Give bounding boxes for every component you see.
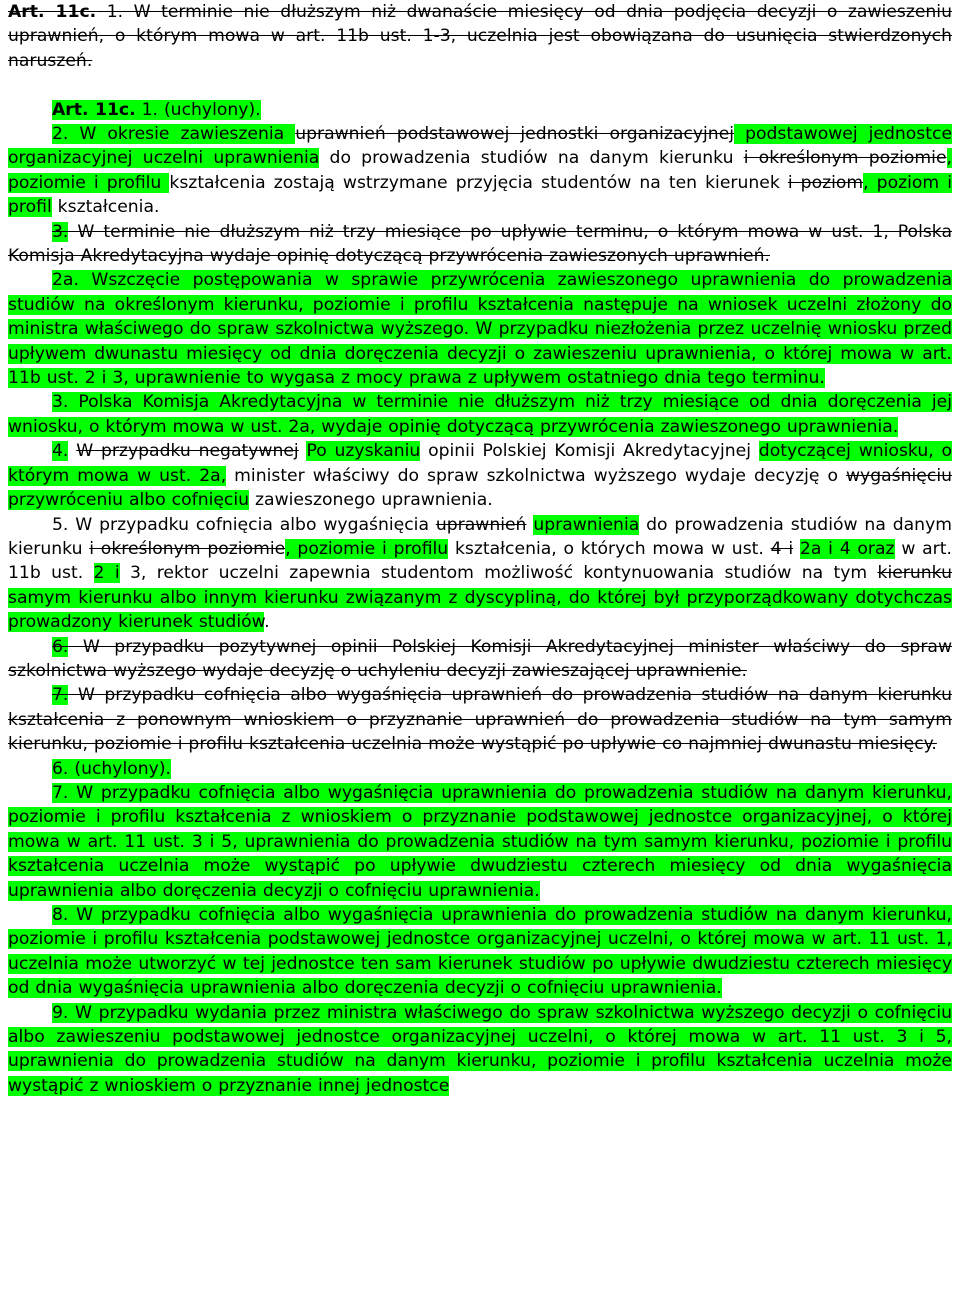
deleted-text: i poziom: [787, 172, 864, 193]
inserted-text: , poziomie i profilu: [285, 538, 449, 559]
deleted-text: wygaśnięciu: [846, 465, 952, 486]
paragraph-number: 4.: [52, 441, 69, 462]
inserted-text: 2. W okresie zawieszenia: [52, 124, 296, 145]
inserted-text: podstawowej jednostce organizacyjnej uczelni uprawnienia: [8, 124, 953, 169]
document-page: [8, 0, 952, 1098]
inserted-text: 2a i 4 oraz: [799, 538, 895, 559]
deleted-text: i określonym poziomie: [743, 148, 947, 169]
deleted-text: W przypadku pozytywnej opinii Polskiej Komisji Akredytacyjnej minister właściwy do spraw szkolnictwa wyższego wydaje decyzję o uchyleniu decyzji zawieszającej uprawnienie.: [8, 636, 952, 681]
art-11c-paragraph-8: [8, 903, 952, 1001]
deleted-text: 4 i: [770, 538, 794, 559]
inserted-text: samym kierunku albo innym kierunku związanym z dyscypliną, do której był przyporządkowany dotychczas prowadzony kierunek studiów: [8, 587, 952, 633]
body-text: do prowadzenia studiów na danym kierunku: [8, 514, 952, 559]
art-11c-old-paragraph-7: [8, 683, 952, 756]
inserted-text: przywróceniu albo cofnięciu: [8, 490, 250, 511]
inserted-text: 2 i: [93, 563, 120, 584]
body-text: w art. 11b ust.: [8, 538, 952, 584]
art-11c-paragraph-2: [8, 122, 952, 220]
inserted-text: 2a. Wszczęcie postępowania w sprawie przywrócenia zawieszonego uprawnienia do prowadzenia studiów na określonym kierunku, poziomie i profilu kształcenia następuje na wniosek uczelni złożony do ministra właściwego do spraw szkolnictwa wyższego. W przypadku niezłożenia przez uczelnię wniosku przed upływem dwunastu miesięcy od dnia doręczenia decyzji o zawieszeniu uprawnienia, o której mowa w art. 11b ust. 2 i 3, uprawnienie to wygasa z mocy prawa z upływem ostatniego dnia tego terminu.: [8, 270, 952, 389]
inserted-text: 7. W przypadku cofnięcia albo wygaśnięcia uprawnienia do prowadzenia studiów na danym kierunku, poziomie i profilu kształcenia z wnioskiem o przyznanie podstawowej jednostce organizacyjnej, o której mowa w art. 11 ust. 3 i 5, uprawnienia do prowadzenia studiów na tym samym kierunku, poziomie i profilu kształcenia uczelnia może wystąpić po upływie dwudziestu czterech miesięcy od dnia wygaśnięcia uprawnienia albo doręczenia decyzji o cofnięciu uprawnienia.: [8, 782, 952, 901]
deleted-text: i określonym poziomie: [89, 538, 286, 559]
inserted-text: Po uzyskaniu: [306, 441, 421, 462]
inserted-text: , poziomie i profilu: [8, 148, 952, 193]
body-text: 3, rektor uczelni zapewnia studentom możliwość kontynuowania studiów na tym: [119, 563, 878, 584]
paragraph-number: 3.: [52, 221, 69, 242]
deleted-text: W przypadku cofnięcia albo wygaśnięcia uprawnień do prowadzenia studiów na danym kierunku kształcenia z ponownym wnioskiem o przyznanie uprawnień do prowadzenia studiów na tym samym kierunku, poziomie i profilu kształcenia uczelnia może wystąpić po upływie co najmniej dwunastu miesięcy.: [8, 685, 952, 755]
inserted-text: 8. W przypadku cofnięcia albo wygaśnięcia uprawnienia do prowadzenia studiów na danym kierunku, poziomie i profilu kształcenia podstawowej jednostce organizacyjnej uczelni, o której mowa w art. 11 ust. 1, uczelnia może utworzyć w tej jednostce ten sam kierunek studiów po upływie dwudziestu czterech miesięcy od dnia wygaśnięcia uprawnienia albo doręczenia decyzji o cofnięciu uprawnienia.: [8, 905, 952, 999]
inserted-text: 1. (uchylony).: [135, 99, 261, 120]
article-heading: Art. 11c.: [8, 2, 97, 22]
deleted-text: uprawnień: [435, 514, 527, 535]
art-11c-old-paragraph-3: [8, 220, 952, 269]
body-text: kształcenia, o których mowa w ust.: [448, 538, 771, 559]
body-text: zawieszonego uprawnienia.: [249, 490, 493, 511]
article-heading: Art. 11c.: [52, 99, 136, 120]
inserted-text: uprawnienia: [533, 514, 640, 535]
art-11c-old-paragraph-6: [8, 635, 952, 684]
art-11c-paragraph-2a: [8, 268, 952, 390]
inserted-text: 9. W przypadku wydania przez ministra właściwego do spraw szkolnictwa wyższego decyzji o cofnięciu albo zawieszeniu podstawowej jednostce organizacyjnej uczelni, o której mowa w art. 11 ust. 3 i 5, uprawnienia do prowadzenia studiów na danym kierunku, poziomie i profilu kształcenia uczelnia może wystąpić z wnioskiem o przyznanie innej jednostce: [8, 1002, 952, 1096]
body-text: 5. W przypadku cofnięcia albo wygaśnięcia: [52, 514, 436, 535]
body-text: do prowadzenia studiów na danym kierunku: [319, 148, 744, 169]
art-11c-paragraph-3: [8, 390, 952, 439]
art-11c-old-paragraph-1: [8, 0, 952, 73]
deleted-text: kierunku: [877, 563, 952, 584]
deleted-text: W przypadku negatywnej: [76, 441, 299, 462]
art-11c-paragraph-6: [8, 757, 952, 781]
art-11c-paragraph-4: [8, 439, 952, 512]
body-text: minister właściwy do spraw szkolnictwa wyższego wydaje decyzję o: [226, 465, 846, 486]
paragraph-number: 6.: [52, 636, 69, 657]
body-text: kształcenia.: [51, 197, 160, 218]
deleted-text: W terminie nie dłuższym niż trzy miesiące po upływie terminu, o którym mowa w ust. 1, Polska Komisja Akredytacyjna wydaje opinię dotyczącą przywrócenia zawieszonych uprawnień.: [8, 221, 952, 267]
body-text: .: [264, 612, 270, 633]
art-11c-paragraph-9: [8, 1001, 952, 1099]
inserted-text: dotyczącej wniosku, o którym mowa w ust. 2a,: [8, 441, 952, 486]
art-11c-paragraph-5: [8, 513, 952, 635]
deleted-text: uprawnień podstawowej jednostki organizacyjnej: [295, 124, 735, 145]
inserted-text: , poziom i profil: [8, 172, 952, 218]
paragraph-number: 7.: [52, 685, 69, 706]
body-text: kształcenia zostają wstrzymane przyjęcia studentów na ten kierunek: [169, 172, 788, 193]
art-11c-paragraph-7: [8, 781, 952, 903]
spacer: [8, 73, 952, 97]
inserted-text: 6. (uchylony).: [52, 758, 171, 779]
body-text: opinii Polskiej Komisji Akredytacyjnej: [420, 441, 759, 462]
art-11c-paragraph-1: [8, 98, 952, 122]
deleted-text: 1. W terminie nie dłuższym niż dwanaście miesięcy od dnia podjęcia decyzji o zawieszeniu uprawnień, o którym mowa w art. 11b ust. 1-3, uczelnia jest obowiązana do usunięcia stwierdzonych naruszeń.: [8, 2, 952, 71]
inserted-text: 3. Polska Komisja Akredytacyjna w terminie nie dłuższym niż trzy miesiące od dnia doręczenia jej wniosku, o którym mowa w ust. 2a, wydaje opinię dotyczącą przywrócenia zawieszonego uprawnienia.: [8, 392, 952, 437]
body-text: [793, 539, 800, 559]
